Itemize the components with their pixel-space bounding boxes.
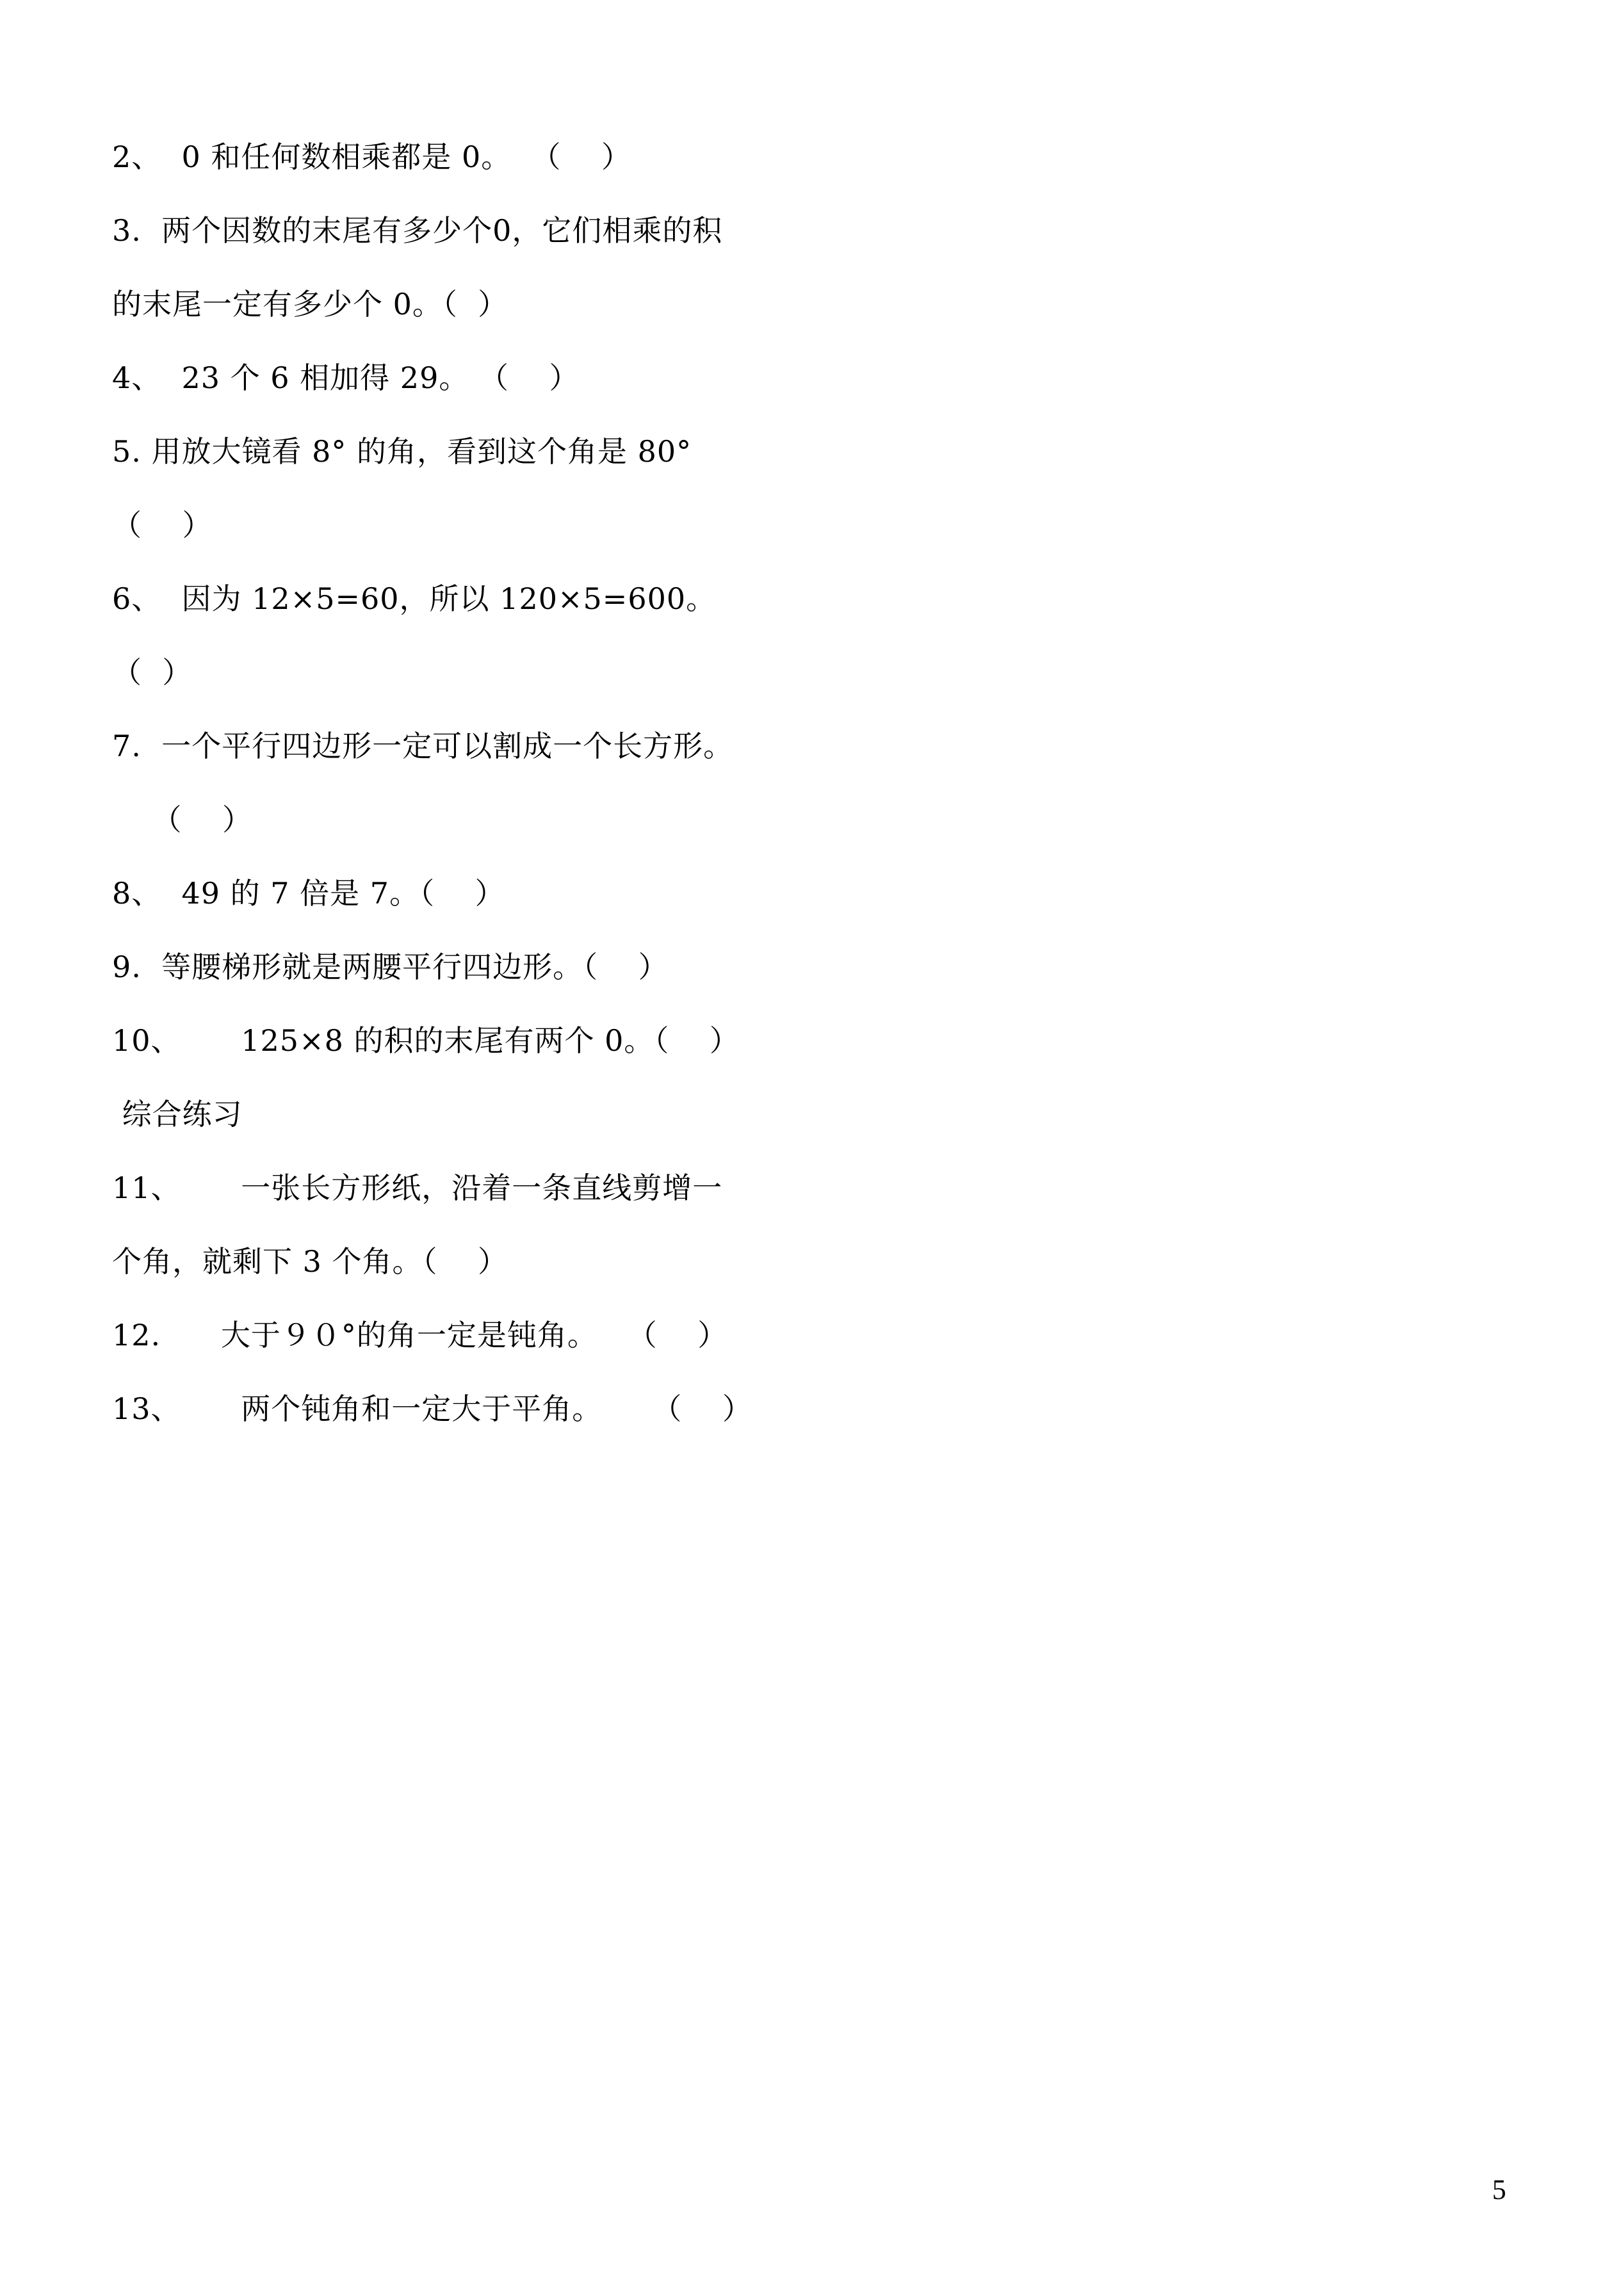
question-5-line-2: （ ） [112, 508, 213, 542]
question-3-line-2: 的末尾一定有多少个 0。（ ） [112, 287, 508, 321]
question-11-line-2: 个角，就剩下 3 个角。（ ） [112, 1244, 508, 1279]
question-11-line-1: 11、 一张长方形纸，沿着一条直线剪增一 [112, 1171, 723, 1205]
question-13: 13、 两个钝角和一定大于平角。 （ ） [112, 1391, 752, 1426]
section-heading: 综合练习 [112, 1097, 243, 1131]
question-8: 8、 49 的 7 倍是 7。（ ） [112, 876, 505, 911]
question-10: 10、 125×8 的积的末尾有两个 0。（ ） [112, 1023, 740, 1058]
page-number: 5 [1492, 2174, 1506, 2205]
question-3-line-1: 3. 两个因数的末尾有多少个0，它们相乘的积 [112, 213, 723, 248]
question-9: 9. 等腰梯形就是两腰平行四边形。（ ） [112, 950, 669, 984]
question-6-line-1: 6、 因为 12×5=60，所以 120×5=600。 [112, 581, 717, 616]
question-6-line-2: （ ） [112, 655, 193, 690]
question-2: 2、 0 和任何数相乘都是 0。 （ ） [112, 140, 632, 174]
question-4: 4、 23 个 6 相加得 29。 （ ） [112, 361, 580, 395]
question-5-line-1: 5. 用放大镜看 8° 的角，看到这个角是 80° [112, 434, 692, 469]
question-7-line-1: 7. 一个平行四边形一定可以割成一个长方形。 [112, 729, 734, 763]
question-7-line-2: （ ） [112, 802, 252, 837]
question-12: 12. 大于９０°的角一定是钝角。 （ ） [112, 1318, 728, 1352]
